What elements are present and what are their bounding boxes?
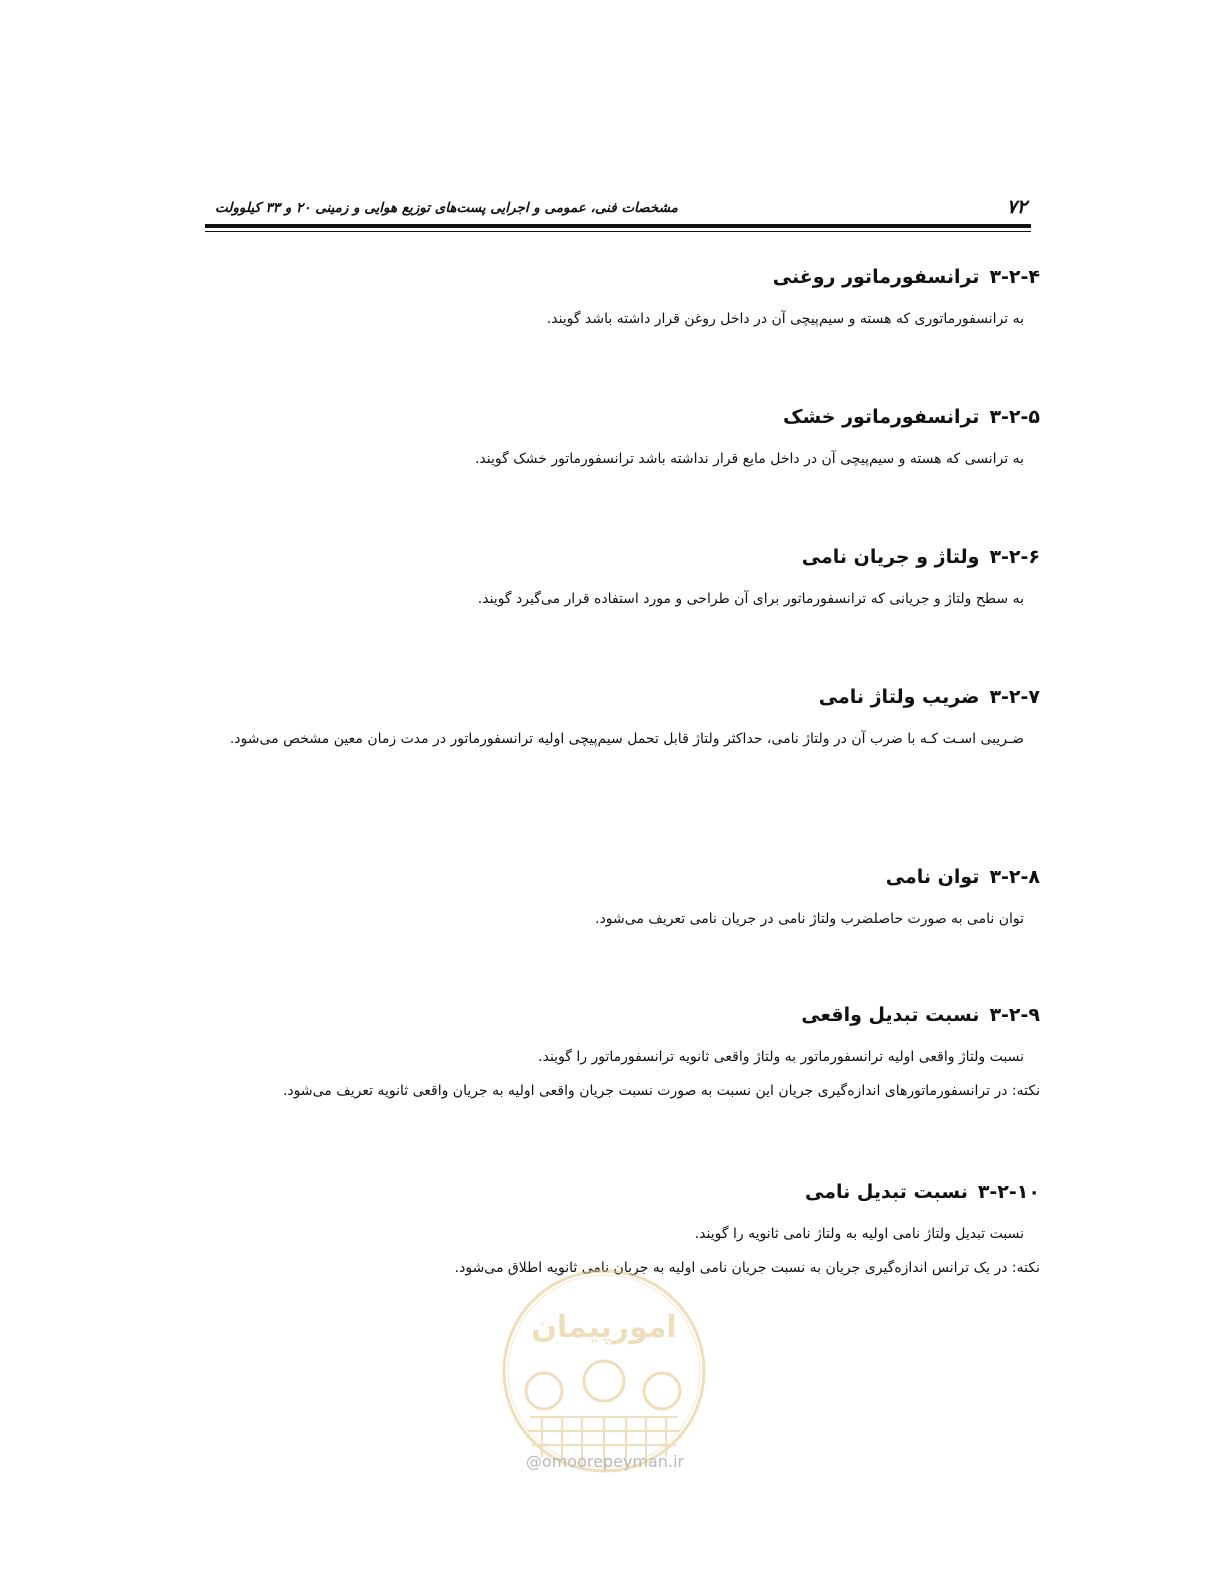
section-paragraph: نسبت تبدیل ولتاژ نامی اولیه به ولتاژ نامی ثانویه را گویند.	[694, 1226, 1024, 1242]
section-number: ۳-۲-۴	[989, 266, 1040, 288]
watermark-logo	[500, 1267, 708, 1475]
running-title: مشخصات فنی، عمومی و اجرایی پست‌های توزیع هوایی و زمینی ۲۰ و ۳۳ کیلوولت	[215, 200, 678, 216]
section-rated-voltage-current	[200, 546, 1040, 616]
section-heading	[200, 1181, 1040, 1203]
section-note: نکته: در یک ترانس اندازه‌گیری جریان به نسبت جریان نامی اولیه به جریان نامی ثانویه اطلاق می‌شود.	[454, 1260, 1040, 1276]
watermark-logo-text: امورپیمان	[531, 1310, 677, 1345]
section-title: نسبت تبدیل واقعی	[801, 1004, 980, 1026]
section-number: ۳-۲-۸	[989, 866, 1040, 888]
section-paragraph: توان نامی به صورت حاصلضرب ولتاژ نامی در جریان نامی تعریف می‌شود.	[595, 911, 1024, 927]
section-title: ولتاژ و جریان نامی	[801, 546, 980, 568]
section-paragraph: به ترانسی که هسته و سیم‌پیچی آن در داخل مایع قرار نداشته باشد ترانسفورماتور خشک گویند.	[474, 451, 1024, 467]
section-title: توان نامی	[885, 866, 980, 888]
section-number: ۳-۲-۷	[989, 686, 1040, 708]
section-rated-power	[200, 866, 1040, 936]
page-number: ۷۲	[1006, 196, 1027, 218]
section-note: نکته: در ترانسفورماتورهای اندازه‌گیری جریان این نسبت به صورت نسبت جریان واقعی اولیه به جریان واقعی ثانویه تعریف می‌شود.	[282, 1083, 1040, 1099]
section-number: ۳-۲-۶	[989, 546, 1040, 568]
section-actual-ratio	[200, 1004, 1040, 1108]
section-rated-voltage-factor	[200, 686, 1040, 756]
section-heading	[200, 406, 1040, 428]
section-title: ترانسفورماتور روغنی	[772, 266, 980, 288]
section-paragraph: به سطح ولتاژ و جریانی که ترانسفورماتور برای آن طراحی و مورد استفاده قرار می‌گیرد گویند.	[477, 591, 1024, 607]
at-icon: @	[525, 1452, 542, 1471]
section-number: ۳-۲-۱۰	[977, 1181, 1040, 1203]
section-heading	[200, 546, 1040, 568]
header-rule-thick	[205, 224, 1031, 228]
section-paragraph: به ترانسفورماتوری که هسته و سیم‌پیچی آن در داخل روغن قرار داشته باشد گویند.	[546, 311, 1024, 327]
watermark-url-text: omoorepeyman.ir	[541, 1452, 685, 1471]
section-paragraph: ضـریبی اسـت کـه با ضرب آن در ولتاژ نامی، حداکثر ولتاژ قابل تحمل سیم‌پیچی اولیه ترانسفورماتور در مدت زمان معین مشخص می‌شود.	[229, 731, 1024, 747]
section-paragraph: نسبت ولتاژ واقعی اولیه ترانسفورماتور به ولتاژ واقعی ثانویه ترانسفورماتور را گویند.	[538, 1049, 1024, 1065]
section-title: ترانسفورماتور خشک	[782, 406, 980, 428]
section-heading	[200, 866, 1040, 888]
section-dry-transformer	[200, 406, 1040, 476]
section-heading	[200, 1004, 1040, 1026]
section-title: ضریب ولتاژ نامی	[818, 686, 980, 708]
header-rule-thin	[205, 231, 1031, 232]
section-oil-transformer	[200, 266, 1040, 336]
section-number: ۳-۲-۹	[989, 1004, 1040, 1026]
section-heading	[200, 686, 1040, 708]
section-number: ۳-۲-۵	[989, 406, 1040, 428]
watermark-url	[510, 1452, 700, 1471]
section-title: نسبت تبدیل نامی	[805, 1181, 968, 1203]
section-heading	[200, 266, 1040, 288]
